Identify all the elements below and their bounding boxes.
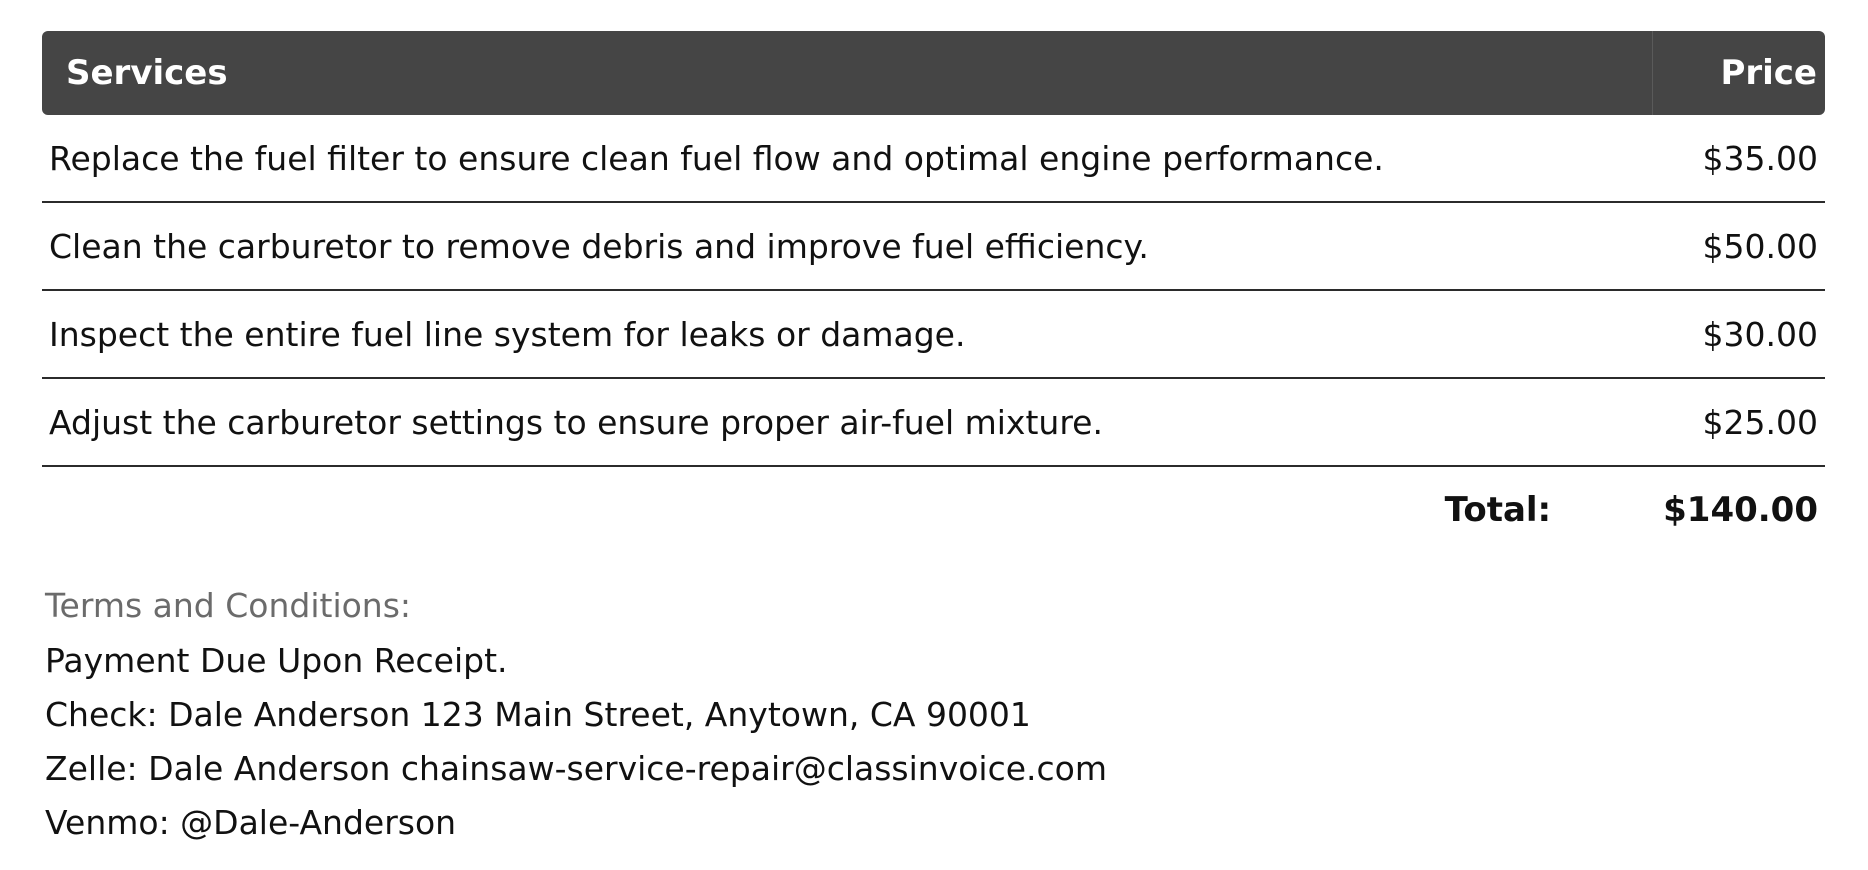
services-table [42, 31, 1825, 553]
terms-line: Zelle: Dale Anderson chainsaw-service-repair@classinvoice.com [45, 749, 1107, 788]
terms-section [45, 578, 1107, 850]
table-row [42, 291, 1825, 379]
total-row [42, 467, 1825, 553]
service-description: Inspect the entire fuel line system for leaks or damage. [49, 314, 966, 354]
service-price: $25.00 [1702, 402, 1818, 442]
service-price: $35.00 [1702, 138, 1818, 178]
terms-line: Check: Dale Anderson 123 Main Street, Anytown, CA 90001 [45, 695, 1031, 734]
terms-line: Venmo: @Dale-Anderson [45, 803, 457, 842]
service-description: Clean the carburetor to remove debris and improve fuel efficiency. [49, 226, 1149, 266]
table-row [42, 203, 1825, 291]
table-header [42, 31, 1825, 115]
service-description: Adjust the carburetor settings to ensure proper air-fuel mixture. [49, 402, 1103, 442]
terms-heading: Terms and Conditions: [45, 586, 412, 625]
header-price: Price [1652, 31, 1825, 115]
header-services: Services [66, 53, 228, 93]
terms-line: Payment Due Upon Receipt. [45, 641, 508, 680]
service-description: Replace the fuel filter to ensure clean fuel flow and optimal engine performance. [49, 138, 1384, 178]
service-price: $50.00 [1702, 226, 1818, 266]
total-label: Total: [1444, 490, 1552, 530]
table-row [42, 379, 1825, 467]
total-value: $140.00 [1663, 490, 1818, 530]
service-price: $30.00 [1702, 314, 1818, 354]
table-row [42, 115, 1825, 203]
